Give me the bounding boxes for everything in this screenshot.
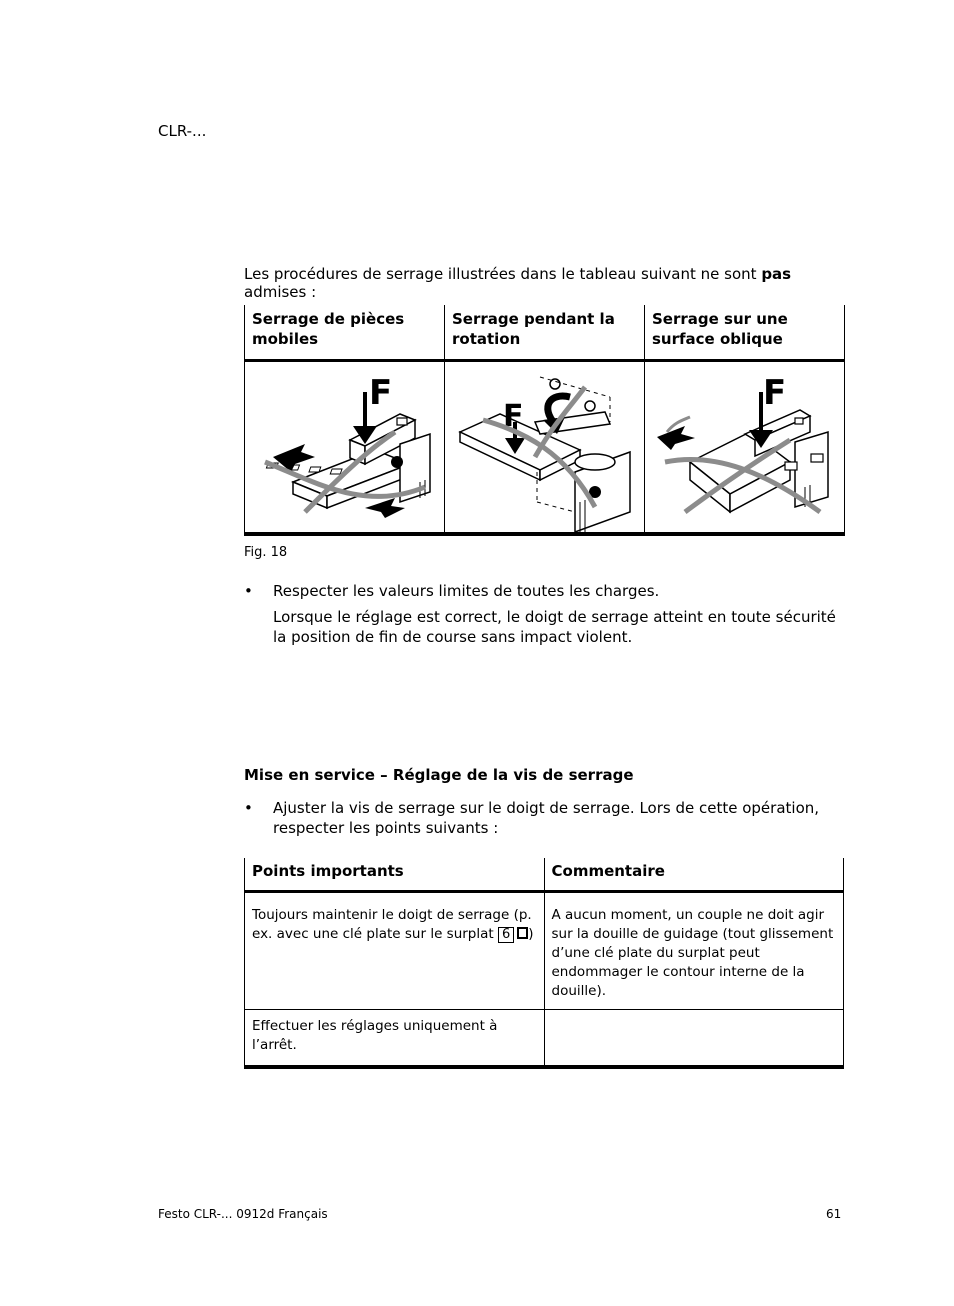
- illustration-moving-parts-cell: [245, 361, 445, 535]
- header-important-points: Points importants: [245, 858, 545, 892]
- bullet-marker: •: [244, 799, 253, 817]
- point-text: Toujours maintenir le doigt de serrage (p. ex. avec une clé plate sur le surplat: [252, 907, 532, 942]
- illustration-oblique-surface-cell: [645, 361, 845, 535]
- adjust-bullet-text: Ajuster la vis de serrage sur le doigt de serrage. Lors de cette opération, respecter les points suivants :: [273, 799, 820, 837]
- section-title: Mise en service – Réglage de la vis de serrage: [244, 766, 634, 784]
- force-label-2: F: [503, 399, 524, 434]
- limits-bullet-text: Respecter les valeurs limites de toutes les charges.: [273, 582, 660, 600]
- important-points-table: [244, 858, 844, 1069]
- header-product-code: CLR-...: [158, 122, 207, 140]
- illustration-moving-parts: [245, 362, 444, 532]
- point-cell: Effectuer les réglages uniquement à l’arrêt.: [245, 1010, 545, 1068]
- intro-bold-word: pas: [761, 265, 792, 283]
- intro-paragraph: [244, 265, 844, 301]
- header-comment: Commentaire: [544, 858, 844, 892]
- illustration-rotation-cell: [445, 361, 645, 535]
- intro-text-after: admises :: [244, 283, 317, 301]
- figure-caption: Fig. 18: [244, 545, 288, 560]
- illustration-rotation: [445, 362, 644, 532]
- limits-note: Lorsque le réglage est correct, le doigt de serrage atteint en toute sécurité la position de fin de course sans impact violent.: [273, 608, 836, 646]
- force-label-3: F: [763, 373, 787, 413]
- intro-text-before: Les procédures de serrage illustrées dans le tableau suivant ne sont: [244, 265, 762, 283]
- limits-bullet-block: [244, 581, 844, 647]
- comment-cell: A aucun moment, un couple ne doit agir sur la douille de guidage (tout glissement d’une clé plate du surplat peut endommager le contour interne de la douille).: [544, 892, 844, 1010]
- table-row: [245, 1010, 844, 1068]
- header-moving-parts: Serrage de pièces mobiles: [245, 305, 445, 361]
- table-row: [245, 892, 844, 1010]
- header-oblique-surface: Serrage sur une surface oblique: [645, 305, 845, 361]
- point-text-end: ): [528, 926, 534, 942]
- footer-document-info: Festo CLR-... 0912d Français: [158, 1207, 328, 1221]
- clamping-procedures-table: [244, 305, 845, 536]
- footer-page-number: 61: [826, 1207, 842, 1221]
- reference-number-box: 6: [498, 927, 514, 943]
- adjust-bullet-block: [244, 798, 844, 838]
- force-label-1: F: [369, 373, 393, 413]
- point-cell: [245, 892, 545, 1010]
- square-outline-icon: [517, 927, 528, 939]
- header-rotation: Serrage pendant la rotation: [445, 305, 645, 361]
- illustration-oblique-surface: [645, 362, 844, 532]
- comment-cell: [544, 1010, 844, 1068]
- bullet-marker: •: [244, 582, 253, 600]
